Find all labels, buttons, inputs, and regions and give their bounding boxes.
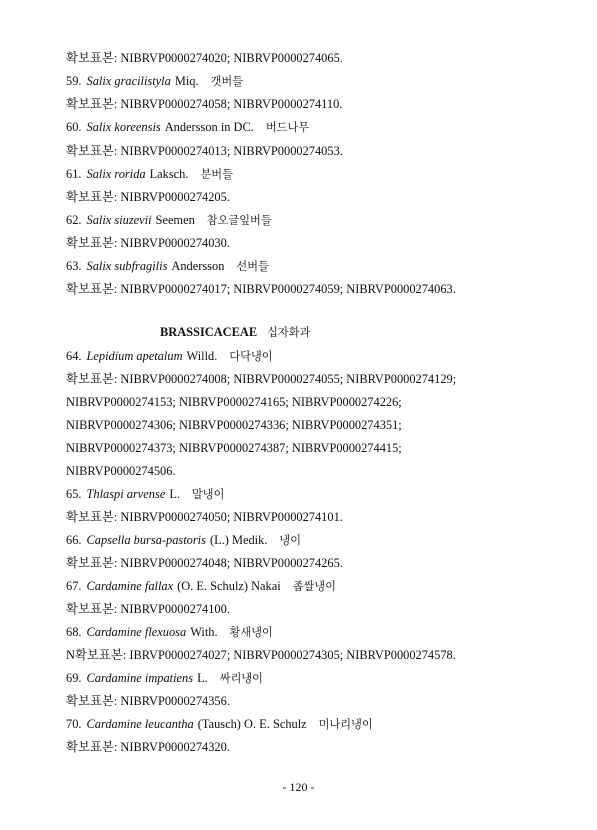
korean-name: 버드나무 [265, 121, 310, 134]
specimen-text: 확보표본: NIBRVP0000274017; NIBRVP0000274059; NIBRVP0000274063. [66, 282, 456, 296]
specimen-line [66, 96, 342, 112]
author: With. [190, 625, 218, 639]
scientific-name: Salix subfragilis [86, 259, 168, 273]
specimen-text: 확보표본: NIBRVP0000274356. [66, 694, 230, 708]
specimen-text: 확보표본: NIBRVP0000274013; NIBRVP0000274053. [66, 144, 343, 158]
page-number: - 120 - [282, 780, 315, 794]
scientific-name: Capsella bursa-pastoris [86, 533, 206, 547]
species-entry [66, 486, 224, 503]
specimen-line [66, 647, 456, 663]
entry-number: 70. [66, 717, 82, 731]
korean-name: 분버들 [200, 168, 233, 181]
species-entry [66, 166, 233, 183]
korean-name: 참오글잎버들 [206, 214, 272, 227]
species-entry [66, 716, 373, 733]
family-heading [160, 324, 310, 341]
specimen-text: 확보표본: NIBRVP0000274030. [66, 236, 230, 250]
entry-number: 64. [66, 349, 82, 363]
family-korean-name: 십자화과 [267, 326, 311, 339]
korean-name: 갯버들 [210, 75, 244, 88]
specimen-line [66, 235, 230, 251]
scientific-name: Salix koreensis [86, 120, 161, 134]
species-entry [66, 119, 309, 136]
scientific-name: Cardamine fallax [86, 579, 174, 593]
family-name: BRASSICACEAE [160, 325, 258, 339]
species-entry [66, 73, 243, 90]
korean-name: 싸리냉이 [219, 672, 263, 685]
entry-number: 63. [66, 259, 82, 273]
specimen-text: NIBRVP0000274373; NIBRVP0000274387; NIBRVP0000274415; [66, 441, 402, 455]
specimen-text: NIBRVP0000274306; NIBRVP0000274336; NIBRVP0000274351; [66, 418, 402, 432]
author: Seemen [155, 213, 195, 227]
author: L. [169, 487, 180, 501]
author: (Tausch) O. E. Schulz [197, 717, 307, 731]
scientific-name: Cardamine impatiens [86, 671, 194, 685]
author: Miq. [174, 74, 199, 88]
scientific-name: Salix siuzevii [86, 213, 152, 227]
species-entry [66, 212, 272, 229]
specimen-line [66, 143, 343, 159]
author: (O. E. Schulz) Nakai [177, 579, 281, 593]
scientific-name: Salix rorida [86, 167, 146, 181]
entry-number: 69. [66, 671, 82, 685]
specimen-text: 확보표본: NIBRVP0000274050; NIBRVP0000274101. [66, 510, 343, 524]
specimen-text: N확보표본: IBRVP0000274027; NIBRVP0000274305; NIBRVP0000274578. [66, 648, 456, 662]
specimen-line [66, 189, 230, 205]
species-entry [66, 258, 269, 275]
author: Willd. [186, 349, 218, 363]
specimen-text: 확보표본: NIBRVP0000274320. [66, 740, 230, 754]
specimen-text: 확보표본: NIBRVP0000274020; NIBRVP0000274065. [66, 51, 343, 65]
specimen-line [66, 555, 343, 571]
entry-number: 60. [66, 120, 82, 134]
species-entry [66, 532, 301, 549]
specimen-text: 확보표본: NIBRVP0000274058; NIBRVP0000274110. [66, 97, 343, 111]
korean-name: 선버들 [236, 260, 269, 273]
korean-name: 황새냉이 [229, 626, 273, 639]
korean-name: 말냉이 [192, 488, 225, 501]
korean-name: 다닥냉이 [229, 350, 273, 363]
specimen-line [66, 601, 230, 617]
author: (L.) Medik. [209, 533, 268, 547]
specimen-text: 확보표본: NIBRVP0000274100. [66, 602, 230, 616]
specimen-line [66, 739, 230, 755]
specimen-line [66, 394, 402, 410]
author: Andersson in DC. [164, 120, 254, 134]
entry-number: 67. [66, 579, 82, 593]
specimen-text: NIBRVP0000274506. [66, 464, 176, 478]
specimen-line [66, 440, 402, 456]
scientific-name: Cardamine leucantha [86, 717, 194, 731]
author: Andersson [171, 259, 225, 273]
specimen-line [66, 371, 456, 387]
author: Laksch. [149, 167, 189, 181]
specimen-text: 확보표본: NIBRVP0000274205. [66, 190, 230, 204]
entry-number: 59. [66, 74, 82, 88]
entry-number: 62. [66, 213, 82, 227]
entry-number: 68. [66, 625, 82, 639]
specimen-text: 확보표본: NIBRVP0000274008; NIBRVP0000274055; NIBRVP0000274129; [66, 372, 457, 386]
species-entry [66, 670, 263, 687]
species-entry [66, 578, 336, 595]
scientific-name: Lepidium apetalum [86, 349, 183, 363]
korean-name: 냉이 [279, 534, 302, 547]
specimen-line [66, 417, 402, 433]
korean-name: 미나리냉이 [318, 718, 373, 731]
entry-number: 66. [66, 533, 82, 547]
specimen-text: NIBRVP0000274153; NIBRVP0000274165; NIBRVP0000274226; [66, 395, 402, 409]
species-entry [66, 348, 273, 365]
specimen-line [66, 693, 230, 709]
entry-number: 65. [66, 487, 82, 501]
scientific-name: Thlaspi arvense [86, 487, 166, 501]
scientific-name: Cardamine flexuosa [86, 625, 187, 639]
specimen-line [66, 281, 456, 297]
korean-name: 좁쌀냉이 [292, 580, 336, 593]
author: L. [197, 671, 208, 685]
specimen-text: 확보표본: NIBRVP0000274048; NIBRVP0000274265. [66, 556, 343, 570]
specimen-line [66, 50, 343, 66]
specimen-line [66, 509, 343, 525]
entry-number: 61. [66, 167, 82, 181]
scientific-name: Salix gracilistyla [86, 74, 171, 88]
species-entry [66, 624, 273, 641]
specimen-line [66, 463, 176, 479]
